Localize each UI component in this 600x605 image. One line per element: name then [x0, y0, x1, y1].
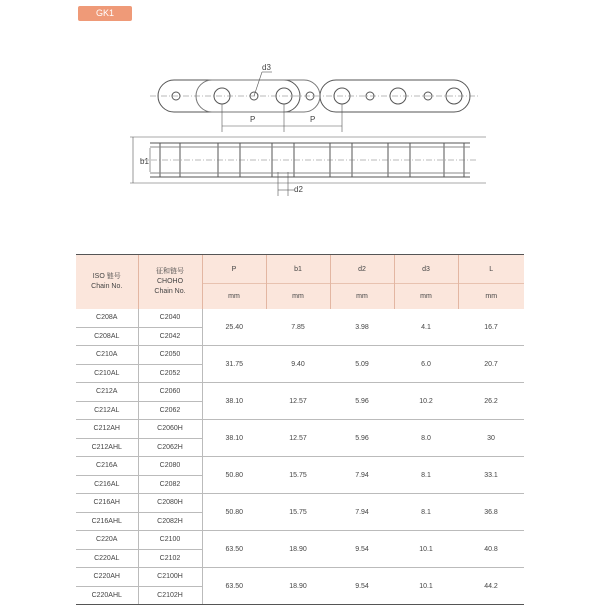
choho-cell: C2052 — [138, 364, 202, 383]
choho-cell: C2062H — [138, 438, 202, 457]
choho-cell: C2102 — [138, 549, 202, 568]
iso-cell: C216AH — [76, 494, 138, 513]
d3-cell: 10.1 — [394, 568, 458, 605]
d2-cell: 9.54 — [330, 568, 394, 605]
d2-cell: 5.96 — [330, 420, 394, 457]
iso-cell: C212AH — [76, 420, 138, 439]
chain-spec-table — [76, 255, 524, 605]
d2-cell: 7.94 — [330, 494, 394, 531]
section-tag: GK1 — [78, 6, 132, 21]
choho-cell: C2100 — [138, 531, 202, 550]
header-choho: 征和链号 CHOHO Chain No. — [138, 255, 202, 309]
l-cell: 33.1 — [458, 457, 524, 494]
l-cell: 26.2 — [458, 383, 524, 420]
table-row — [76, 531, 524, 550]
b1-label: b1 — [140, 157, 149, 166]
iso-cell: C210A — [76, 346, 138, 365]
iso-cell: C208AL — [76, 327, 138, 346]
choho-cell: C2062 — [138, 401, 202, 420]
iso-cell: C212AHL — [76, 438, 138, 457]
choho-cell: C2060H — [138, 420, 202, 439]
table-row — [76, 420, 524, 439]
d2-label: d2 — [294, 185, 303, 194]
header-iso: ISO 链号 Chain No. — [76, 255, 138, 309]
unit-d3: mm — [394, 284, 458, 310]
iso-cell: C220A — [76, 531, 138, 550]
choho-cell: C2082 — [138, 475, 202, 494]
d3-cell: 4.1 — [394, 309, 458, 346]
l-cell: 16.7 — [458, 309, 524, 346]
iso-cell: C220AL — [76, 549, 138, 568]
header-d2: d2 — [330, 255, 394, 284]
d3-cell: 6.0 — [394, 346, 458, 383]
d3-cell: 8.0 — [394, 420, 458, 457]
p-cell: 31.75 — [202, 346, 266, 383]
b1-cell: 15.75 — [266, 457, 330, 494]
unit-b1: mm — [266, 284, 330, 310]
d3-cell: 8.1 — [394, 494, 458, 531]
d2-cell: 7.94 — [330, 457, 394, 494]
b1-cell: 9.40 — [266, 346, 330, 383]
p-cell: 25.40 — [202, 309, 266, 346]
b1-cell: 12.57 — [266, 383, 330, 420]
d3-label: d3 — [262, 63, 271, 72]
b1-cell: 18.90 — [266, 568, 330, 605]
p-cell: 38.10 — [202, 383, 266, 420]
table-row — [76, 346, 524, 365]
unit-d2: mm — [330, 284, 394, 310]
table-row — [76, 568, 524, 587]
chain-drawing — [0, 0, 600, 250]
l-cell: 40.8 — [458, 531, 524, 568]
p-cell: 50.80 — [202, 457, 266, 494]
d2-cell: 9.54 — [330, 531, 394, 568]
l-cell: 30 — [458, 420, 524, 457]
choho-cell: C2040 — [138, 309, 202, 327]
iso-cell: C216AL — [76, 475, 138, 494]
table-row — [76, 383, 524, 402]
pitch-label-1: P — [250, 115, 256, 124]
choho-cell: C2100H — [138, 568, 202, 587]
iso-cell: C208A — [76, 309, 138, 327]
p-cell: 38.10 — [202, 420, 266, 457]
iso-cell: C216AHL — [76, 512, 138, 531]
p-cell: 50.80 — [202, 494, 266, 531]
b1-cell: 12.57 — [266, 420, 330, 457]
p-cell: 63.50 — [202, 568, 266, 605]
choho-cell: C2042 — [138, 327, 202, 346]
b1-cell: 18.90 — [266, 531, 330, 568]
d2-cell: 3.98 — [330, 309, 394, 346]
choho-cell: C2080 — [138, 457, 202, 476]
table-row — [76, 494, 524, 513]
choho-cell: C2082H — [138, 512, 202, 531]
l-cell: 44.2 — [458, 568, 524, 605]
header-b1: b1 — [266, 255, 330, 284]
choho-cell: C2060 — [138, 383, 202, 402]
d2-cell: 5.96 — [330, 383, 394, 420]
table-row — [76, 309, 524, 327]
d3-cell: 10.1 — [394, 531, 458, 568]
p-cell: 63.50 — [202, 531, 266, 568]
header-l: L — [458, 255, 524, 284]
header-d3: d3 — [394, 255, 458, 284]
b1-cell: 7.85 — [266, 309, 330, 346]
l-cell: 20.7 — [458, 346, 524, 383]
choho-cell: C2050 — [138, 346, 202, 365]
d3-cell: 8.1 — [394, 457, 458, 494]
iso-cell: C210AL — [76, 364, 138, 383]
choho-cell: C2080H — [138, 494, 202, 513]
unit-p: mm — [202, 284, 266, 310]
iso-cell: C216A — [76, 457, 138, 476]
iso-cell: C220AH — [76, 568, 138, 587]
pitch-label-2: P — [310, 115, 316, 124]
table-row — [76, 457, 524, 476]
d3-cell: 10.2 — [394, 383, 458, 420]
l-cell: 36.8 — [458, 494, 524, 531]
iso-cell: C212A — [76, 383, 138, 402]
header-p: P — [202, 255, 266, 284]
d2-cell: 5.09 — [330, 346, 394, 383]
b1-cell: 15.75 — [266, 494, 330, 531]
iso-cell: C220AHL — [76, 586, 138, 605]
unit-l: mm — [458, 284, 524, 310]
iso-cell: C212AL — [76, 401, 138, 420]
choho-cell: C2102H — [138, 586, 202, 605]
